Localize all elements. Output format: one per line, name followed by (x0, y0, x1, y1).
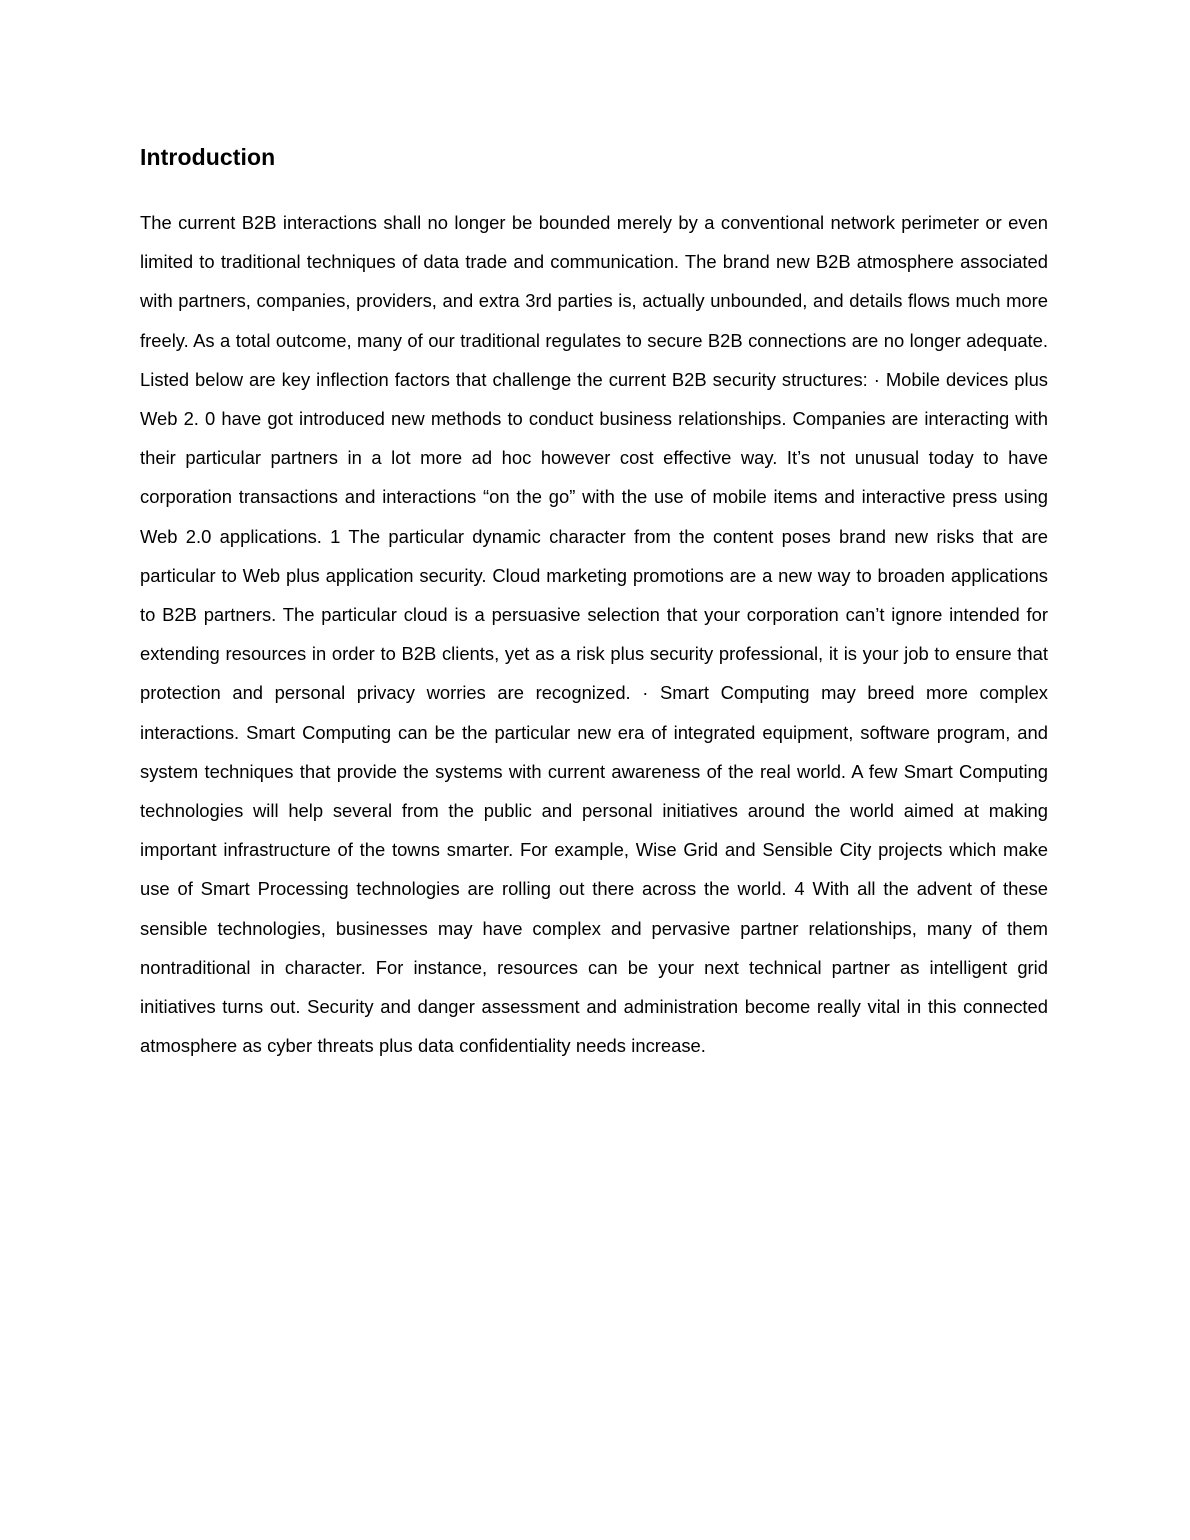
page-content (140, 138, 1048, 1065)
body-paragraph: The current B2B interactions shall no longer be bounded merely by a conventional network perimeter or even limited to traditional techniques of data trade and communication. The brand new B2B atmosphere associated with partners, companies, providers, and extra 3rd parties is, actually unbounded, and details flows much more freely. As a total outcome, many of our traditional regulates to secure B2B connections are no longer adequate. Listed below are key inflection factors that challenge the current B2B security structures: · Mobile devices plus Web 2. 0 have got introduced new methods to conduct business relationships. Companies are interacting with their particular partners in a lot more ad hoc however cost effective way. It’s not unusual today to have corporation transactions and interactions “on the go” with the use of mobile items and interactive press using Web 2.0 applications. 1 The particular dynamic character from the content poses brand new risks that are particular to Web plus application security. Cloud marketing promotions are a new way to broaden applications to B2B partners. The particular cloud is a persuasive selection that your corporation can’t ignore intended for extending resources in order to B2B clients, yet as a risk plus security professional, it is your job to ensure that protection and personal privacy worries are recognized. · Smart Computing may breed more complex interactions. Smart Computing can be the particular new era of integrated equipment, software program, and system techniques that provide the systems with current awareness of the real world. A few Smart Computing technologies will help several from the public and personal initiatives around the world aimed at making important infrastructure of the towns smarter. For example, Wise Grid and Sensible City projects which make use of Smart Processing technologies are rolling out there across the world. 4 With all the advent of these sensible technologies, businesses may have complex and pervasive partner relationships, many of them nontraditional in character. For instance, resources can be your next technical partner as intelligent grid initiatives turns out. Security and danger assessment and administration become really vital in this connected atmosphere as cyber threats plus data confidentiality needs increase. (140, 212, 1048, 1057)
section-heading: Introduction (140, 144, 276, 170)
